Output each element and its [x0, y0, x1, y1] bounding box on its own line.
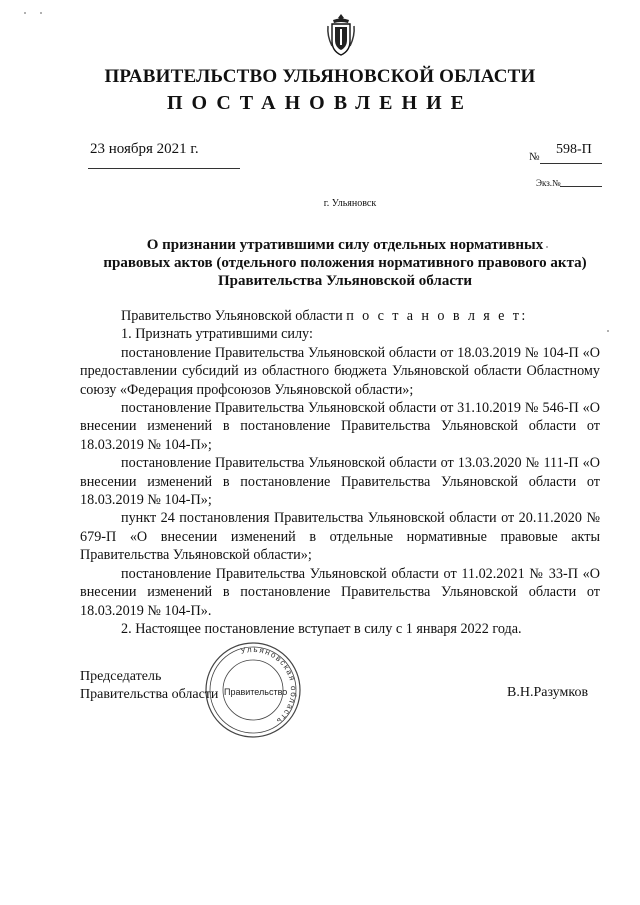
subject-line: Правительства Ульяновской области: [217, 273, 473, 289]
repealed-act-4: пункт 24 постановления Правительства Ульяновской области от 20.11.2020 № 679-П «О внесении изменений в отдельные нормативные правовые акты Правительства Ульяновской области»;: [80, 510, 600, 564]
scan-speck: [40, 12, 42, 14]
copy-number-underline: [560, 186, 602, 187]
coat-of-arms-emblem: [326, 12, 356, 58]
signatory-position: [80, 668, 218, 704]
document-subject: [90, 236, 600, 290]
scan-speck: [607, 330, 609, 332]
subject-line: правовых актов (отдельного положения нормативного правового акта): [103, 255, 587, 271]
repealed-act-1: постановление Правительства Ульяновской области от 18.03.2019 № 104-П «О предоставлении субсидий из областного бюджета Ульяновской области Областному союзу «Федерация профсоюзов Ульяновской области»;: [80, 344, 600, 398]
item-2: 2. Настоящее постановление вступает в силу с 1 января 2022 года.: [121, 620, 522, 637]
repealed-act-2: постановление Правительства Ульяновской области от 31.10.2019 № 546-П «О внесении изменений в постановление Правительства Ульяновской области от 18.03.2019 № 104-П»;: [80, 400, 600, 453]
repealed-act-5: постановление Правительства Ульяновской области от 11.02.2021 № 33-П «О внесении изменений в постановление Правительства Ульяновской области от 18.03.2019 № 104-П».: [80, 565, 600, 619]
subject-line: О признании утратившими силу отдельных нормативных: [146, 237, 544, 253]
scan-speck: [24, 12, 26, 14]
seal-center-text: Правительство: [224, 687, 288, 697]
date-underline: [88, 168, 240, 169]
intro-paragraph: [80, 307, 600, 325]
scan-speck: [546, 246, 548, 248]
document-date: 23 ноября 2021 г.: [90, 141, 199, 157]
intro-verb: п о с т а н о в л я е т:: [346, 308, 528, 324]
copy-number-label: Экз.№: [536, 178, 561, 188]
intro-subject: Правительство Ульяновской области: [121, 308, 343, 324]
signatory-position-line: Правительства области: [80, 687, 219, 702]
item-1: 1. Признать утратившими силу:: [121, 326, 313, 343]
organization-name: ПРАВИТЕЛЬСТВО УЛЬЯНОВСКОЙ ОБЛАСТИ: [104, 66, 536, 87]
document-body: [80, 307, 600, 638]
city-name: г. Ульяновск: [323, 198, 377, 209]
repealed-act-3: постановление Правительства Ульяновской области от 13.03.2020 № 111-П «О внесении изменений в постановление Правительства Ульяновской области от 18.03.2019 № 104-П»;: [80, 455, 600, 509]
svg-text:Ульяновская область: Ульяновская область: [239, 644, 299, 727]
document-type: ПОСТАНОВЛЕНИЕ: [167, 92, 473, 114]
number-underline: [540, 163, 602, 164]
number-label: №: [529, 151, 540, 163]
signatory-name: В.Н.Разумков: [507, 685, 589, 700]
document-number: 598-П: [556, 142, 592, 157]
signatory-position-line: Председатель: [80, 669, 162, 684]
